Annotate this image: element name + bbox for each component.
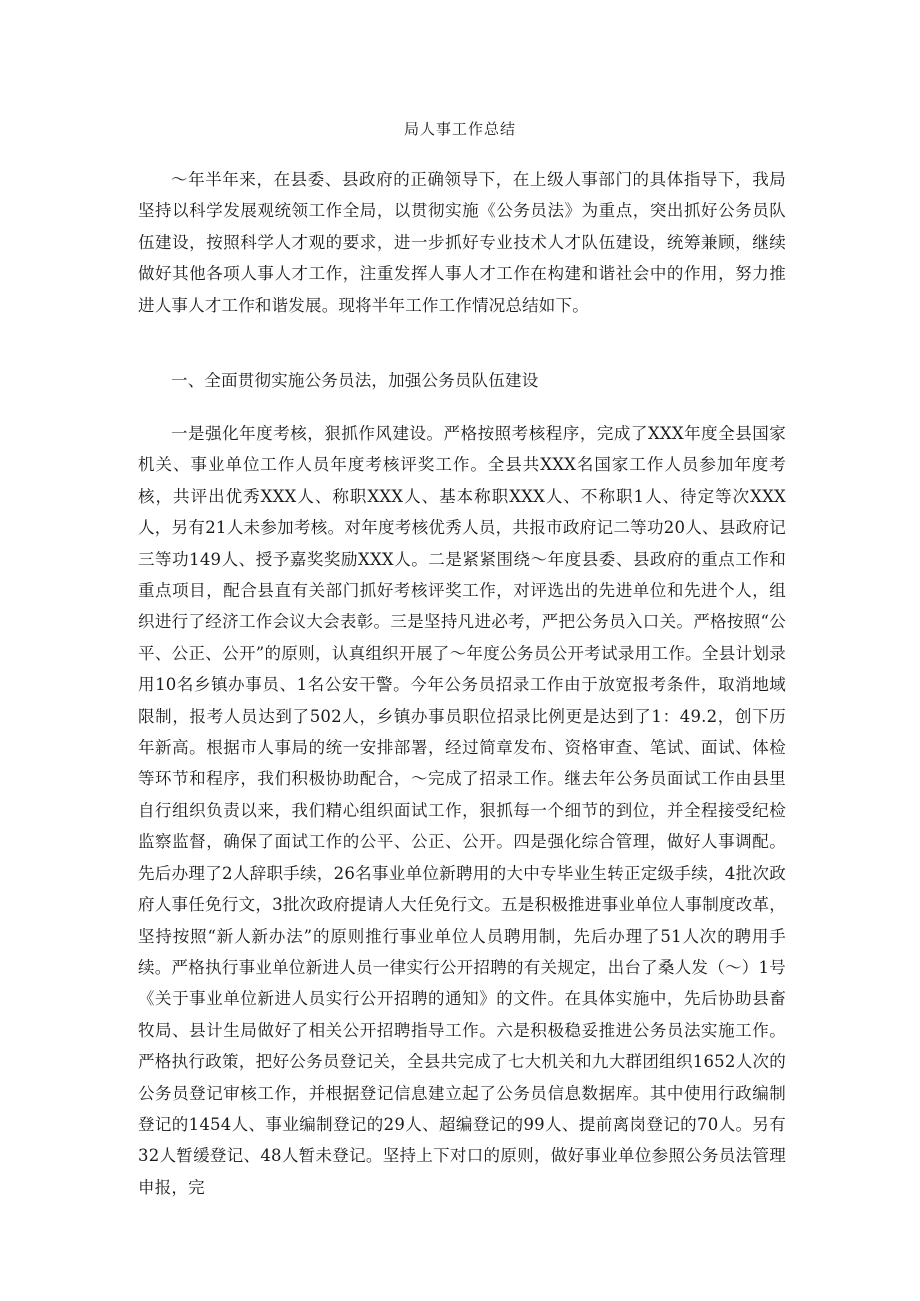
section-heading: 一、全面贯彻实施公务员法，加强公务员队伍建设 bbox=[171, 371, 539, 390]
document-title: 局人事工作总结 bbox=[403, 120, 516, 138]
intro-paragraph: ～年半年来，在县委、县政府的正确领导下，在上级人事部门的具体指导下，我局坚持以科学发展观统领工作全局，以贯彻实施《公务员法》为重点，突出抓好公务员队伍建设，按照科学人才观的要求，进一步抓好专业技术人才队伍建设，统筹兼顾，继续做好其他各项人事人才工作，注重发挥人事人才工作在构建和谐社会中的作用，努力推进人事人才工作和谐发展。现将半年工作工作情况总结如下。 bbox=[138, 170, 786, 315]
section-body-paragraph: 一是强化年度考核，狠抓作风建设。严格按照考核程序，完成了XXX年度全县国家机关、事业单位工作人员年度考核评奖工作。全县共XXX名国家工作人员参加年度考核，共评出优秀XXX人、称职XXX人、基本称职XXX人、不称职1人、待定等次XXX人，另有21人未参加考核。对年度考核优秀人员，共报市政府记二等功20人、县政府记三等功149人、授予嘉奖奖励XXX人。二是紧紧围绕～年度县委、县政府的重点工作和重点项目，配合县直有关部门抓好考核评奖工作，对评选出的先进单位和先进个人，组织进行了经济工作会议大会表彰。三是坚持凡进必考，严把公务员入口关。严格按照“公平、公正、公开”的原则，认真组织开展了～年度公务员公开考试录用工作。全县计划录用10名乡镇办事员、1名公安干警。今年公务员招录工作由于放宽报考条件，取消地域限制，报考人员达到了502人，乡镇办事员职位招录比例更是达到了1：49.2，创下历年新高。根据市人事局的统一安排部署，经过简章发布、资格审查、笔试、面试、体检等环节和程序，我们积极协助配合，～完成了招录工作。继去年公务员面试工作由县里自行组织负责以来，我们精心组织面试工作，狠抓每一个细节的到位，并全程接受纪检监察监督，确保了面试工作的公平、公正、公开。四是强化综合管理，做好人事调配。先后办理了2人辞职手续，26名事业单位新聘用的大中专毕业生转正定级手续，4批次政府人事任免行文，3批次政府提请人大任免行文。五是积极推进事业单位人事制度改革，坚持按照“新人新办法”的原则推行事业单位人员聘用制，先后办理了51人次的聘用手续。严格执行事业单位新进人员一律实行公开招聘的有关规定，出台了桑人发（～）1号《关于事业单位新进人员实行公开招聘的通知》的文件。在具体实施中，先后协助县畜牧局、县计生局做好了相关公开招聘指导工作。六是积极稳妥推进公务员法实施工作。严格执行政策，把好公务员登记关，全县共完成了七大机关和九大群团组织1652人次的公务员登记审核工作，并根据登记信息建立起了公务员信息数据库。其中使用行政编制登记的1454人、事业编制登记的29人、超编登记的99人、提前离岗登记的70人。另有32人暂缓登记、48人暂未登记。坚持上下对口的原则，做好事业单位参照公务员法管理申报，完 bbox=[138, 424, 786, 1197]
